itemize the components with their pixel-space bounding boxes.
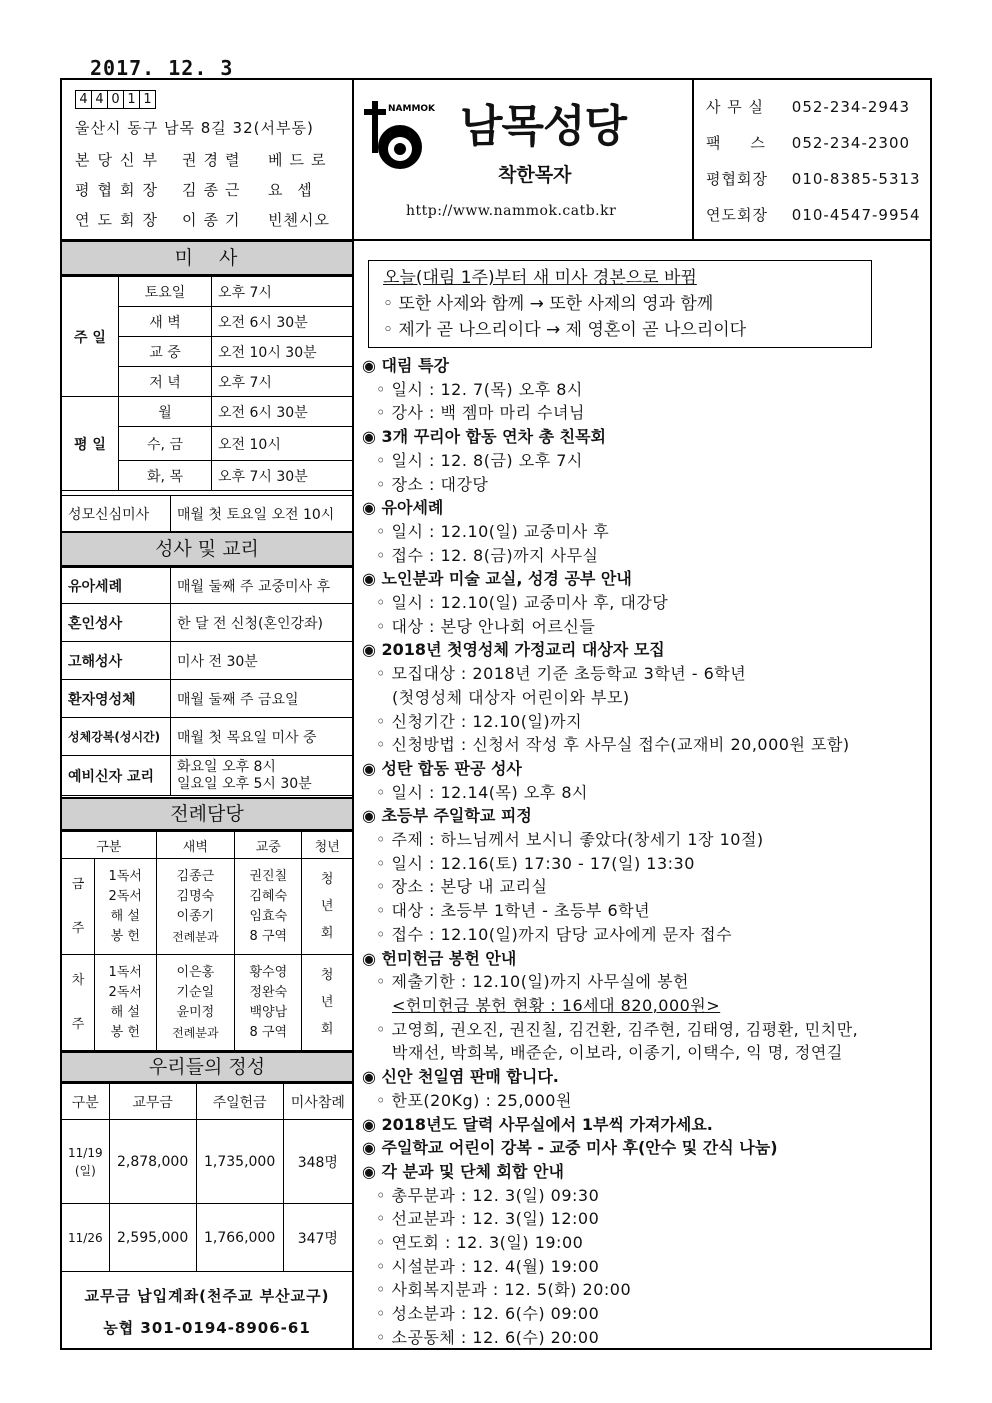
mass-schedule-table: 주 일 토요일 오후 7시 새 벽 오전 6시 30분 교 중 오전 10시 30분 저 녁 오후 7시 평 일 월 오전 6시 30분 수, 금 오전 10시 화, 목 오후 7시 30분 (61, 276, 353, 491)
liturgy-heading: 전례담당 (62, 797, 352, 831)
offering-heading: 우리들의 정성 (62, 1051, 352, 1083)
account-number: 농협 301-0194-8906-61 (103, 1319, 311, 1337)
announcement-detail: ◦ 총무분과 : 12. 3(일) 09:30 (376, 1185, 600, 1205)
announcement-heading: ◉ 대림 특강 (362, 356, 449, 375)
offering-table: 구분 교무금 주일헌금 미사참례 11/19 (일) 2,878,000 1,735,000 348명 11/26 2,595,000 1,766,000 347명 (61, 1083, 353, 1272)
contact-council: 평협회장 010-8385-5313 (706, 170, 921, 188)
bulletin-subtitle: 착한목자 (498, 164, 572, 186)
announcement-detail: ◦ 사회복지분과 : 12. 5(화) 20:00 (376, 1280, 632, 1300)
announcement-detail: ◦ 소공동체 : 12. 6(수) 20:00 (376, 1327, 600, 1347)
announcement-heading: ◉ 신안 천일염 판매 합니다. (362, 1067, 559, 1087)
announcement-detail: ◦ 일시 : 12.10(일) 교중미사 후, 대강당 (376, 593, 669, 613)
notice-line: ◦ 제가 곧 나으리이다 → 제 영혼이 곧 나으리이다 (383, 320, 747, 340)
svg-text:NAMMOK: NAMMOK (388, 104, 436, 114)
announcement-detail: ◦ 접수 : 12. 8(금)까지 사무실 (376, 545, 599, 565)
announcement-detail: ◦ 신청방법 : 신청서 작성 후 사무실 접수(교재비 20,000원 포함) (376, 735, 850, 755)
announcement-detail: ◦ 모집대상 : 2018년 기준 초등학교 3학년 - 6학년 (376, 664, 747, 684)
sacraments-table: 유아세례 매월 둘째 주 교중미사 후 혼인성사 한 달 전 신청(혼인강좌) 고해성사 미사 전 30분 환자영성체 매월 둘째 주 금요일 성체강복(성시간) 매월 첫 목요일 미사 중 예비신자 교리 화요일 오후 8시 일요일 오후 5시 30분 (61, 567, 353, 796)
contact-prayer-group: 연도회장 010-4547-9954 (706, 206, 921, 224)
announcement-heading: ◉ 성탄 합동 판공 성사 (362, 758, 522, 778)
missal-notice-box (368, 260, 872, 348)
announcement-heading: ◉ 노인분과 미술 교실, 성경 공부 안내 (362, 569, 632, 589)
church-logo (362, 95, 462, 175)
announcement-detail: ◦ 연도회 : 12. 3(일) 19:00 (376, 1233, 584, 1253)
announcement-detail: ◦ 일시 : 12.14(목) 오후 8시 (376, 782, 588, 802)
sacraments-heading: 성사 및 교리 (62, 531, 352, 567)
mass-heading: 미 사 (62, 240, 352, 276)
announcement-heading: ◉ 3개 꾸리아 합동 연차 총 친목회 (362, 427, 606, 447)
announcement-heading: ◉ 주일학교 어린이 강복 - 교중 미사 후(안수 및 간식 나눔) (362, 1138, 778, 1158)
announcement-detail: ◦ 일시 : 12. 8(금) 오후 7시 (376, 450, 583, 470)
announcement-detail: ◦ 일시 : 12.10(일) 교중미사 후 (376, 521, 610, 541)
announcement-heading: ◉ 2018년 첫영성체 가정교리 대상자 모집 (362, 640, 665, 660)
church-address: 울산시 동구 남목 8길 32(서부동) (75, 119, 314, 137)
announcement-detail: ◦ 장소 : 본당 내 교리실 (376, 877, 548, 897)
announcement-detail: <헌미헌금 봉헌 현황 : 16세대 820,000원> (392, 995, 721, 1015)
announcement-detail: ◦ 강사 : 백 젬마 마리 수녀님 (376, 403, 585, 423)
announcement-detail: ◦ 제출기한 : 12.10(일)까지 사무실에 봉헌 (376, 972, 689, 992)
staff-row: 평협회장 김종근 요 셉 (75, 181, 317, 199)
account-label: 교무금 납입계좌(천주교 부산교구) (84, 1287, 330, 1305)
header-contact-divider (692, 78, 694, 240)
announcement-detail: ◦ 시설분과 : 12. 4(월) 19:00 (376, 1256, 600, 1276)
notice-line: ◦ 또한 사제와 함께 → 또한 사제의 영과 함께 (383, 294, 714, 314)
contact-office: 사 무 실 052-234-2943 (706, 98, 911, 116)
announcement-detail: ◦ 일시 : 12. 7(목) 오후 8시 (376, 379, 583, 399)
church-name: 남목성당 (460, 101, 627, 152)
announcement-detail: ◦ 일시 : 12.16(토) 17:30 - 17(일) 13:30 (376, 853, 695, 873)
announcement-detail: ◦ 성소분과 : 12. 6(수) 09:00 (376, 1304, 600, 1324)
staff-row: 본당신부 권경렬 베드로 (75, 151, 333, 169)
announcement-detail: ◦ 신청기간 : 12.10(일)까지 (376, 711, 583, 731)
liturgy-table: 구분 새벽 교중 청년 금 주 1독서 2독서 해 설 봉 헌 김종근 김명숙 이종기 전례분과 권진칠 김혜숙 임효숙 8 구역 청 년 회 차 주 1독서 2독서 해 설 봉 헌 이은홍 기순일 윤미정 전례분과 황수영 정완숙 백양남 8 구역 청 년 회 (61, 831, 353, 1051)
announcement-detail: ◦ 주제 : 하느님께서 보시니 좋았다(창세기 1장 10절) (376, 830, 764, 850)
announcement-heading: ◉ 각 분과 및 단체 회합 안내 (362, 1161, 564, 1181)
bulletin-date: 2017. 12. 3 (90, 56, 234, 80)
announcement-detail: ◦ 대상 : 초등부 1학년 - 초등부 6학년 (376, 901, 651, 921)
contact-fax: 팩 스 052-234-2300 (706, 134, 911, 152)
announcement-heading: ◉ 유아세례 (362, 498, 444, 518)
announcement-detail: ◦ 대상 : 본당 안나회 어르신들 (376, 616, 596, 636)
announcement-detail: ◦ 고영희, 권오진, 권진칠, 김건환, 김주현, 김태영, 김평환, 민치만, (376, 1019, 859, 1039)
announcement-heading: ◉ 2018년도 달력 사무실에서 1부씩 가져가세요. (362, 1114, 713, 1134)
special-mass-table: 성모신심미사 매월 첫 토요일 오전 10시 (61, 495, 353, 532)
website-link[interactable]: http://www.nammok.catb.kr (406, 203, 617, 219)
announcement-heading: ◉ 초등부 주일학교 피정 (362, 806, 532, 826)
postal-code: 4 4 0 1 1 (75, 90, 155, 109)
announcement-detail: ◦ 장소 : 대강당 (376, 474, 489, 494)
announcement-detail: ◦ 선교분과 : 12. 3(일) 12:00 (376, 1209, 600, 1229)
notice-title: 오늘(대림 1주)부터 새 미사 경본으로 바뀜 (383, 268, 697, 288)
announcement-detail: 박재선, 박희복, 배준순, 이보라, 이종기, 이택수, 익 명, 정연길 (392, 1043, 843, 1063)
announcement-detail: (첫영성체 대상자 어린이와 부모) (392, 687, 630, 707)
announcement-detail: ◦ 한포(20Kg) : 25,000원 (376, 1090, 572, 1110)
announcement-list (362, 354, 922, 1350)
announcement-heading: ◉ 헌미헌금 봉헌 안내 (362, 948, 517, 968)
staff-row: 연도회장 이종기 빈첸시오 (75, 211, 330, 229)
announcement-detail: ◦ 접수 : 12.10(일)까지 담당 교사에게 문자 접수 (376, 924, 733, 944)
